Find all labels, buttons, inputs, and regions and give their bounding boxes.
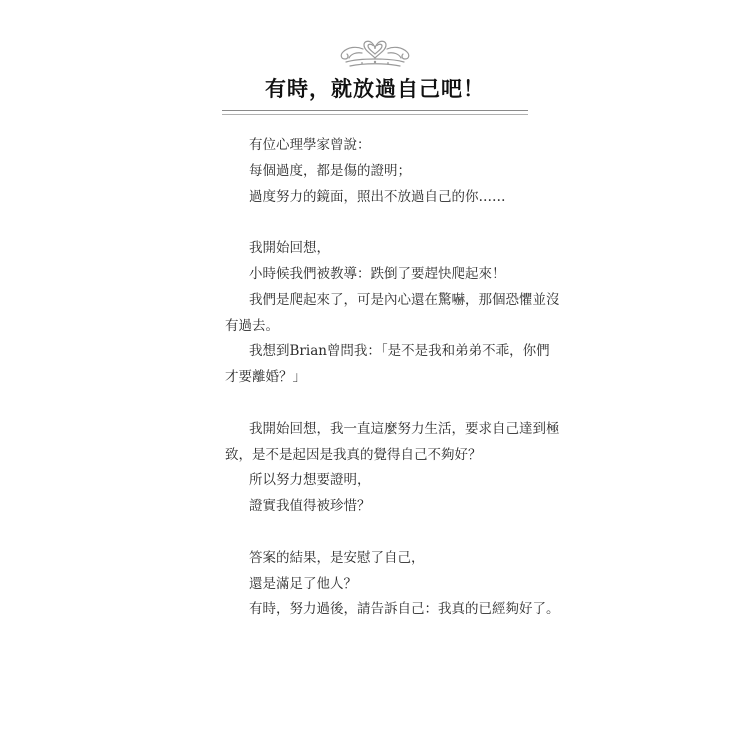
text-line: 才要離婚？」 [225,369,306,386]
page-title: 有時，就放過自己吧！ [265,77,485,101]
text-line: 我們是爬起來了，可是內心還在驚嚇，那個恐懼並沒 [249,291,560,308]
text-line: 答案的結果，是安慰了自己， [249,549,425,566]
title-divider-secondary [222,114,528,115]
paragraph-spacer [225,391,585,417]
text-line: 過度努力的鏡面，照出不放過自己的你…… [249,188,506,205]
text-line: 每個過度，都是傷的證明； [249,162,411,179]
body-text [225,133,585,623]
paragraph [225,546,585,623]
paragraph-spacer [225,210,585,236]
paragraph [225,417,585,520]
title-divider [222,110,528,111]
heart-crown-flourish-icon [332,38,418,74]
text-line: 小時候我們被教導：跌倒了要趕快爬起來！ [249,265,506,282]
paragraph [225,133,585,210]
paragraph-spacer [225,520,585,546]
text-line: 有時，努力過後，請告訴自己：我真的已經夠好了。 [249,601,560,618]
text-line: 我想到Brian曾問我：「是不是我和弟弟不乖，你們 [249,343,550,360]
text-line: 有過去。 [225,317,279,334]
text-line: 有位心理學家曾說： [249,137,371,153]
text-line: 還是滿足了他人？ [249,575,357,592]
text-line: 致，是不是起因是我真的覺得自己不夠好？ [225,446,482,463]
text-line: 所以努力想要證明， [249,472,371,489]
text-line: 我開始回想， [249,240,330,257]
text-line: 我開始回想，我一直這麼努力生活，要求自己達到極 [249,420,560,437]
paragraph [225,236,585,391]
text-line: 證實我值得被珍惜？ [249,498,371,515]
